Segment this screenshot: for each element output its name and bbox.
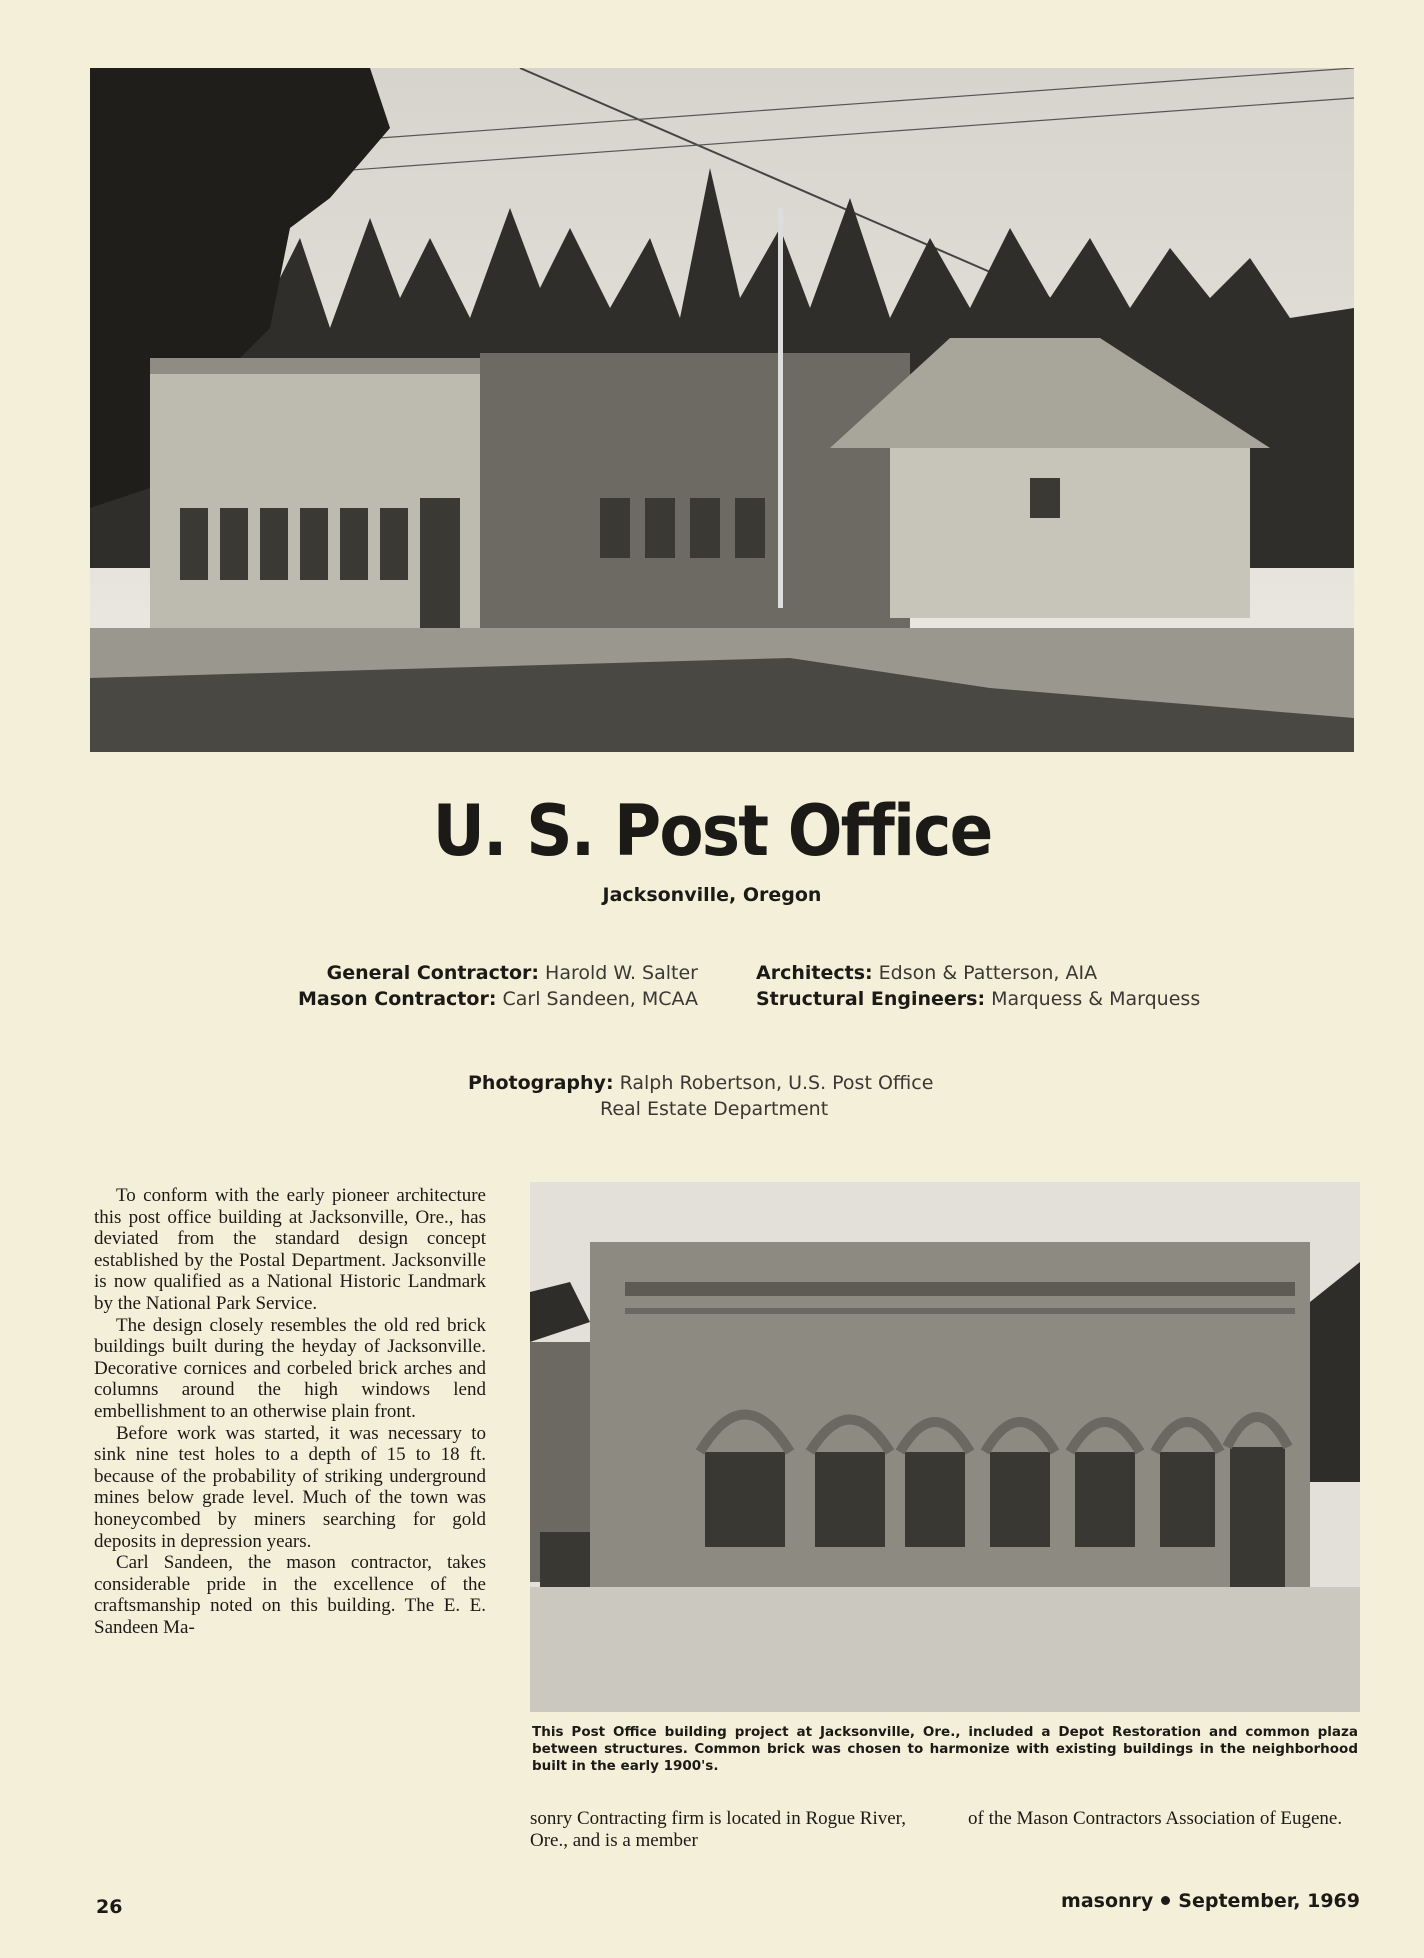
mason-contractor-label: Mason Contractor: [298, 988, 497, 1010]
body-paragraph: Carl Sandeen, the mason contractor, takes considerable pride in the excellence of the craftsmanship noted on this building. The E. E. Sandeen Ma- [94, 1552, 486, 1638]
bullet-icon [1161, 1896, 1170, 1905]
architects-label: Architects: [756, 962, 873, 984]
page-title: U. S. Post Office [432, 790, 992, 872]
credits-contractors [250, 960, 698, 1012]
body-column-left [94, 1185, 486, 1638]
architects-value: Edson & Patterson, AIA [878, 962, 1098, 984]
body-paragraph: The design closely resembles the old red brick buildings built during the heyday of Jacksonville. Decorative cornices and corbeled brick arches and columns around the high windows lend embellishment to an otherwise plain front. [94, 1314, 486, 1422]
body-column-right [968, 1808, 1360, 1830]
general-contractor-label: General Contractor: [326, 962, 539, 984]
issue-date: September, 1969 [1178, 1890, 1360, 1912]
post-office-and-depot-photo [90, 68, 1354, 752]
credits-design [756, 960, 1276, 1012]
credits-photography [468, 1070, 1028, 1122]
photography-value-line1: Ralph Robertson, U.S. Post Office [619, 1072, 934, 1094]
publication-footer [1061, 1890, 1360, 1912]
page-number: 26 [96, 1896, 123, 1918]
body-paragraph: Before work was started, it was necessary to sink nine test holes to a depth of 15 to 18 ft. because of the probability of striking underground mines below grade level. Much of the town was honeycombed by miners searching for gold deposits in depression years. [94, 1422, 486, 1552]
body-paragraph: To conform with the early pioneer architecture this post office building at Jacksonville, Ore., has deviated from the standard design concept established by the Postal Department. Jacksonville is now qualified as a National Historic Landmark by the National Park Service. [94, 1185, 486, 1314]
publication-name: masonry [1061, 1890, 1154, 1912]
mason-contractor-value: Carl Sandeen, MCAA [502, 988, 698, 1010]
engineers-label: Structural Engineers: [756, 988, 986, 1010]
photography-value-line2: Real Estate Department [600, 1098, 829, 1120]
post-office-facade-photo [530, 1182, 1360, 1712]
engineers-value: Marquess & Marquess [991, 988, 1201, 1010]
body-continuation: sonry Contracting firm is located in Rogue River, Ore., and is a member [530, 1808, 907, 1851]
general-contractor-value: Harold W. Salter [545, 962, 698, 984]
body-column-middle [530, 1808, 922, 1851]
body-continuation: of the Mason Contractors Association of Eugene. [968, 1808, 1343, 1829]
photo-caption: This Post Office building project at Jacksonville, Ore., included a Depot Restoration and common plaza between structures. Common brick was chosen to harmonize with existing buildings in the neighborhood built in the early 1900's. [532, 1724, 1358, 1774]
photography-label: Photography: [468, 1072, 614, 1094]
page-subtitle: Jacksonville, Oregon [602, 884, 822, 906]
